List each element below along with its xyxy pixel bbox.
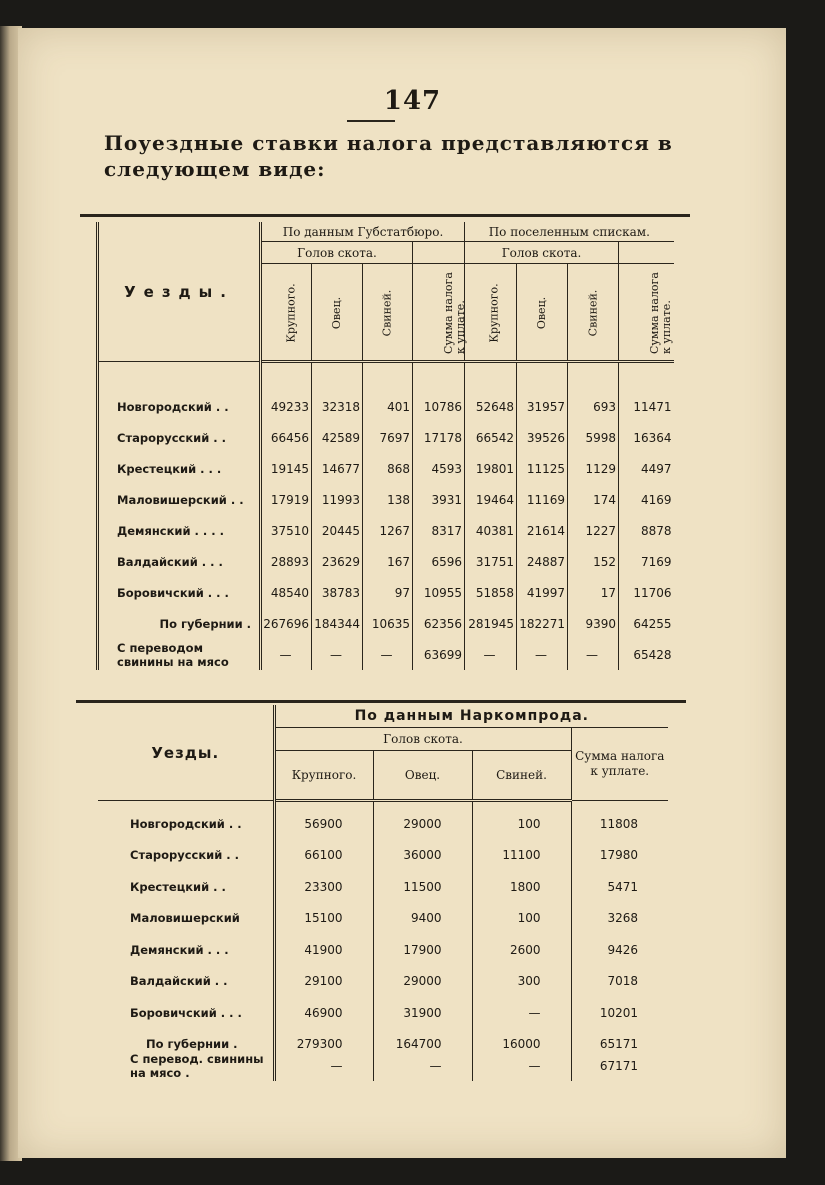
district-column-header: Уезды. [98,222,261,362]
district-name: С перевод. свинины на мясо . [98,1051,274,1081]
cell-value: 49233 [261,391,312,422]
cell-value: 41997 [517,577,568,608]
cell-value: 11808 [599,816,639,831]
cell-value: 67171 [599,1058,639,1073]
cell-value: 17178 [413,422,465,453]
col-header-pigs-a: Свиней. [363,264,413,362]
cell-value: 31957 [517,391,568,422]
subgroup-header-2: Голов скота. [274,728,571,751]
district-name: Новгородский . . [98,808,274,840]
cell-value: 100 [472,903,571,935]
cell-value: 63699 [413,639,465,670]
district-name: Демянский . . . [98,934,274,966]
cell-value: 32318 [312,391,363,422]
cell-value: 51858 [465,577,517,608]
cell-value: — [274,1051,373,1081]
cell-value: 5998 [568,422,619,453]
col-header-sheep-2: Овец. [373,751,472,801]
cell-value: 64255 [633,616,672,631]
cell-value: 167 [363,546,413,577]
intro-paragraph: Поуездные ставки налога представляются в следующем виде: [104,131,673,181]
cell-value: 152 [568,546,619,577]
cell-value: 17900 [373,934,472,966]
cell-value: 3931 [413,484,465,515]
cell-value: 15100 [274,903,373,935]
cell-value: 11169 [517,484,568,515]
cell-value: 62356 [413,608,465,639]
cell-value: 42589 [312,422,363,453]
col-header-sheep-a: Овец. [312,264,363,362]
col-header-cattle-2: Крупного. [274,751,373,801]
cell-value: 9400 [373,903,472,935]
cell-value: 1129 [568,453,619,484]
cell-value: 267696 [261,608,312,639]
total-row [98,608,674,639]
cell-value: — [363,639,413,670]
cell-value: 66100 [274,840,373,872]
district-name: Валдайский . . [98,966,274,998]
cell-value: 40381 [465,515,517,546]
cell-value: — [568,639,619,670]
cell-value: — [373,1051,472,1081]
col-header-cattle-b: Крупного. [465,264,517,362]
conversion-row [98,1051,668,1081]
cell-value: 100 [472,808,571,840]
cell-value: 65428 [633,647,672,662]
cell-value: 41900 [274,934,373,966]
col-header-tax-b: Сумма налога к уплате. [619,264,674,362]
page-number-rule [347,120,395,122]
table-row [98,871,668,903]
table-row [98,546,674,577]
district-name: Маловишерский [98,903,274,935]
cell-value: 39526 [517,422,568,453]
district-name: Новгородский . . [98,391,261,422]
cell-value: 10201 [599,1005,639,1020]
source-header-narkomprod: По данным Наркомпрода. [274,705,668,728]
col-header-tax-a: Сумма налога к уплате. [413,264,465,362]
district-name: Боровичский . . . [98,577,261,608]
district-name: Крестецкий . . [98,871,274,903]
subgroup-header-b: Голов скота. [465,242,619,264]
district-name: Старорусский . . [98,840,274,872]
cell-value: 29000 [373,966,472,998]
cell-value: 16000 [472,1029,571,1051]
cell-value: — [312,639,363,670]
cell-value: 20445 [312,515,363,546]
table2-top-rule [76,700,686,703]
cell-value: 11706 [633,585,672,600]
table-row [98,808,668,840]
cell-value: 10955 [413,577,465,608]
table-row [98,422,674,453]
cell-value: 11500 [373,871,472,903]
conversion-row [98,639,674,670]
cell-value: 8878 [641,523,672,538]
cell-value: 56900 [274,808,373,840]
cell-value: 5471 [607,879,639,894]
cell-value: 29100 [274,966,373,998]
table-row [98,453,674,484]
tax-table-gubstatburo [96,222,674,670]
cell-value: 4593 [413,453,465,484]
district-name: С переводом свинины на мясо [98,639,261,670]
district-name: Крестецкий . . . [98,453,261,484]
cell-value: 9390 [568,608,619,639]
cell-value: 23300 [274,871,373,903]
cell-value: 868 [363,453,413,484]
cell-value: 52648 [465,391,517,422]
district-name: По губернии . [98,608,261,639]
cell-value: 1800 [472,871,571,903]
cell-value: 31900 [373,997,472,1029]
page-number: 147 [383,86,442,116]
cell-value: 279300 [274,1029,373,1051]
cell-value: 29000 [373,808,472,840]
cell-value: 17980 [599,848,639,863]
cell-value: — [261,639,312,670]
cell-value: 8317 [413,515,465,546]
cell-value: 38783 [312,577,363,608]
col-header-sheep-b: Овец. [517,264,568,362]
cell-value: 300 [472,966,571,998]
cell-value: 1227 [568,515,619,546]
cell-value: 31751 [465,546,517,577]
cell-value: 10635 [363,608,413,639]
cell-value: 174 [568,484,619,515]
table-row [98,966,668,998]
cell-value: — [517,639,568,670]
table-row [98,484,674,515]
cell-value: 7018 [607,974,639,989]
district-name: Старорусский . . [98,422,261,453]
table-row [98,997,668,1029]
cell-value: 4497 [641,461,672,476]
cell-value: 9426 [607,942,639,957]
group-header-gubstatburo: По данным Губстатбюро. [261,222,465,242]
cell-value: 19801 [465,453,517,484]
cell-value: 184344 [312,608,363,639]
district-name: Боровичский . . . [98,997,274,1029]
cell-value: 36000 [373,840,472,872]
cell-value: 693 [568,391,619,422]
cell-value: 11471 [633,399,672,414]
table-row [98,515,674,546]
cell-value: 24887 [517,546,568,577]
table-row [98,391,674,422]
cell-value: 281945 [465,608,517,639]
table1-top-rule [80,214,690,217]
col-header-cattle-a: Крупного. [261,264,312,362]
cell-value: 19464 [465,484,517,515]
tax-table-narkomprod [98,705,668,1081]
cell-value: 97 [363,577,413,608]
cell-value: 46900 [274,997,373,1029]
cell-value: 16364 [633,430,672,445]
table-row [98,903,668,935]
cell-value: 17 [568,577,619,608]
cell-value: 11993 [312,484,363,515]
subgroup-header-a: Голов скота. [261,242,413,264]
cell-value: 7169 [641,554,672,569]
cell-value: 21614 [517,515,568,546]
cell-value: 23629 [312,546,363,577]
cell-value: 37510 [261,515,312,546]
col-header-tax-2: Сумма налога к уплате. [571,728,668,801]
cell-value: — [472,1051,571,1081]
table-row [98,577,674,608]
cell-value: 17919 [261,484,312,515]
cell-value: 182271 [517,608,568,639]
col-header-pigs-b: Свиней. [568,264,619,362]
table-row [98,934,668,966]
district-column-header-2: Уезды. [98,705,274,801]
cell-value: 65171 [599,1036,639,1051]
group-header-settlement-lists: По поселенным спискам. [465,222,674,242]
district-name: Валдайский . . . [98,546,261,577]
cell-value: 28893 [261,546,312,577]
cell-value: 164700 [373,1029,472,1051]
cell-value: 401 [363,391,413,422]
cell-value: 11125 [517,453,568,484]
cell-value: — [472,997,571,1029]
cell-value: 66456 [261,422,312,453]
cell-value: 3268 [607,911,639,926]
cell-value: 4169 [641,492,672,507]
cell-value: 7697 [363,422,413,453]
district-name: Демянский . . . . [98,515,261,546]
table-row [98,840,668,872]
cell-value: 6596 [413,546,465,577]
total-row [98,1029,668,1051]
district-name: По губернии . [98,1029,274,1051]
district-name: Маловишерский . . [98,484,261,515]
cell-value: — [465,639,517,670]
cell-value: 10786 [413,391,465,422]
cell-value: 66542 [465,422,517,453]
cell-value: 11100 [472,840,571,872]
cell-value: 1267 [363,515,413,546]
col-header-pigs-2: Свиней. [472,751,571,801]
cell-value: 19145 [261,453,312,484]
cell-value: 2600 [472,934,571,966]
cell-value: 138 [363,484,413,515]
cell-value: 48540 [261,577,312,608]
cell-value: 14677 [312,453,363,484]
